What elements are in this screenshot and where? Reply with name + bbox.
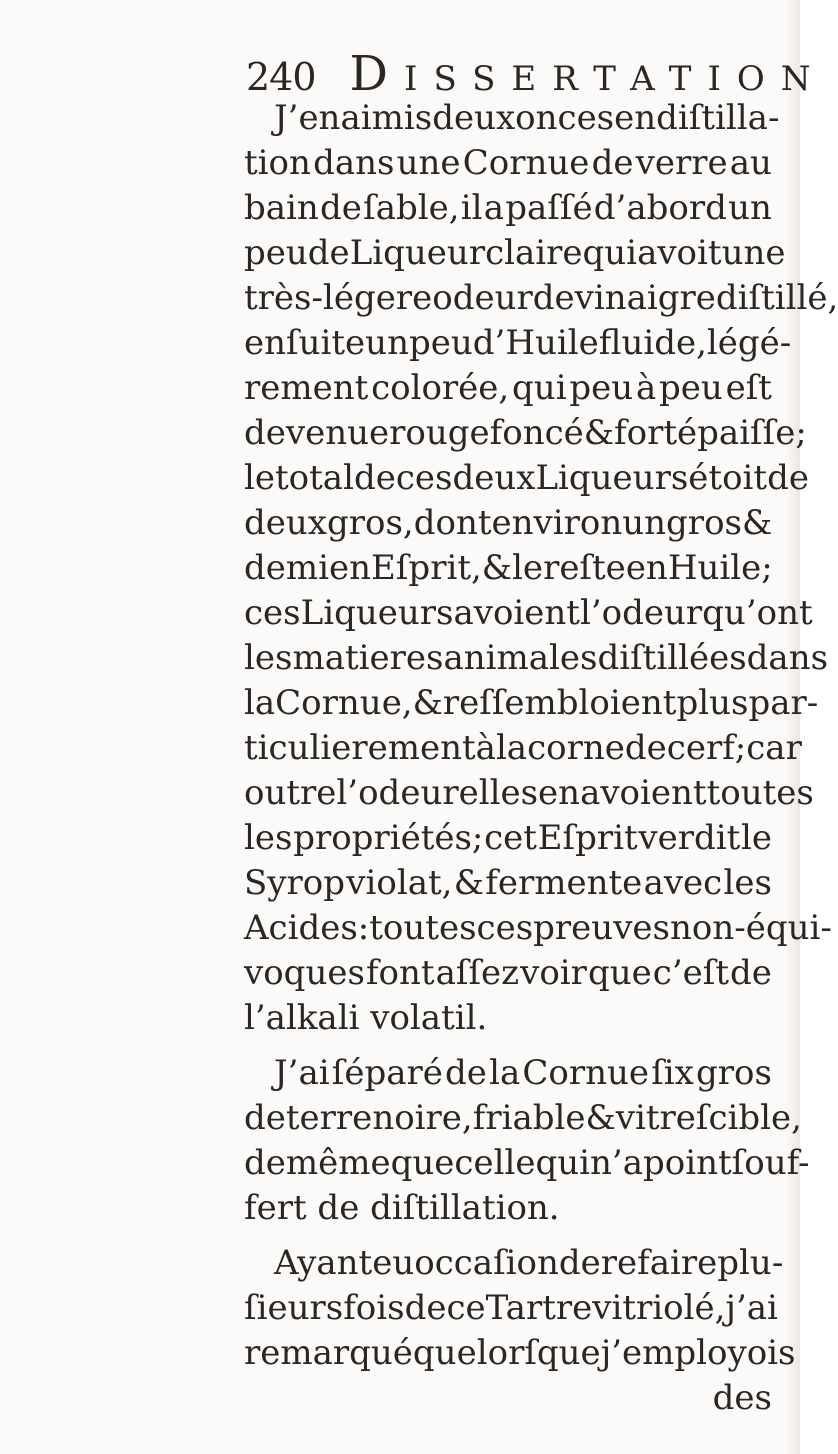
text-line xyxy=(244,591,813,636)
word: deux xyxy=(432,98,516,138)
word: un xyxy=(365,323,409,363)
line-text: l’alkali volatil. xyxy=(244,998,488,1038)
word: verre xyxy=(635,143,728,183)
running-title: Dissertation xyxy=(349,46,827,102)
word: avoient xyxy=(453,593,580,633)
word: peu xyxy=(569,368,634,408)
word: l’odeur xyxy=(579,593,703,633)
line-text: fert de diſtillation. xyxy=(244,1188,560,1228)
word: avoit xyxy=(637,233,722,273)
word: gros, xyxy=(326,503,414,543)
word: que xyxy=(412,1333,477,1373)
word: à xyxy=(635,368,657,408)
word: voques xyxy=(244,953,365,993)
word: peu xyxy=(244,233,308,273)
word: Eſprit, xyxy=(371,548,482,588)
word: Huile; xyxy=(667,548,773,588)
word: par- xyxy=(748,683,819,723)
word: & xyxy=(583,413,615,453)
word: celle xyxy=(454,1143,536,1183)
word: non-équi- xyxy=(669,908,832,948)
word: tion xyxy=(244,143,311,183)
word: vinaigre xyxy=(574,278,716,318)
word: même xyxy=(285,1143,391,1183)
text-line xyxy=(244,1241,784,1286)
word: fort xyxy=(614,413,678,453)
word: vitreſcible, xyxy=(615,1098,802,1138)
word: Liqueurs xyxy=(300,593,454,633)
text-line xyxy=(244,186,772,231)
text-line xyxy=(244,141,772,186)
word: fluide, xyxy=(598,323,707,363)
word: total xyxy=(275,458,354,498)
word: violat, xyxy=(346,863,453,903)
word: de xyxy=(320,188,362,228)
word: ce xyxy=(446,1288,486,1328)
word: aſſez xyxy=(435,953,520,993)
word: ſable, xyxy=(363,188,460,228)
text-line xyxy=(244,1141,810,1186)
word: ticulierement xyxy=(244,728,476,768)
word: ces xyxy=(244,593,301,633)
word: deux xyxy=(244,503,327,543)
word: de xyxy=(730,953,772,993)
word: il xyxy=(460,188,483,228)
word: qui xyxy=(582,233,638,273)
word: Tartre xyxy=(485,1288,593,1328)
word: que xyxy=(587,953,652,993)
word: plu- xyxy=(717,1243,784,1283)
word: car xyxy=(746,728,802,768)
word: ſouf- xyxy=(731,1143,810,1183)
word: claire xyxy=(485,233,583,273)
word: plus xyxy=(676,683,749,723)
word: les xyxy=(244,638,293,678)
word: le xyxy=(512,548,544,588)
text-line xyxy=(244,231,786,276)
word: propriétés; xyxy=(293,818,484,858)
word: dont xyxy=(413,503,492,543)
word: la xyxy=(244,683,276,723)
word: verdit xyxy=(638,818,741,858)
word: eu xyxy=(372,1243,415,1283)
word: une xyxy=(721,233,786,273)
word: dans xyxy=(313,143,395,183)
word: colorée, xyxy=(371,368,510,408)
word: eſt xyxy=(725,368,772,408)
word: avec xyxy=(643,863,723,903)
word: en xyxy=(538,773,581,813)
word: remarqué xyxy=(244,1333,413,1373)
text-line xyxy=(244,546,772,591)
word: rement xyxy=(244,368,369,408)
word: animales xyxy=(443,638,598,678)
word: la xyxy=(495,728,528,768)
word: J’en xyxy=(274,98,341,138)
word: enſuite xyxy=(244,323,366,363)
word: qui xyxy=(535,1143,591,1183)
text-line xyxy=(244,906,832,951)
body-text xyxy=(244,96,838,1421)
word: la xyxy=(489,1053,521,1093)
word: d’Huile xyxy=(472,323,599,363)
text-line xyxy=(244,816,772,861)
page-number: 240 xyxy=(246,55,316,99)
text-line xyxy=(244,1286,778,1331)
word: toutes xyxy=(369,908,477,948)
word: en xyxy=(625,548,668,588)
word: les xyxy=(244,818,293,858)
word: de xyxy=(558,1243,601,1283)
line-text: des xyxy=(712,1378,772,1418)
text-line xyxy=(244,996,772,1041)
word: de xyxy=(624,728,667,768)
word: l’odeur xyxy=(336,773,459,813)
word: avoient xyxy=(580,773,707,813)
word: qui xyxy=(512,368,567,408)
word: c’eſt xyxy=(652,953,730,993)
word: lorſque xyxy=(476,1333,601,1373)
text-line xyxy=(244,726,802,771)
word: terre xyxy=(285,1098,373,1138)
word: ces xyxy=(395,458,453,498)
word: Ayant xyxy=(274,1243,373,1283)
word: j’employois xyxy=(600,1333,796,1373)
text-line xyxy=(244,1096,802,1141)
word: Syrop xyxy=(244,863,345,903)
word: peu xyxy=(408,323,473,363)
catchword xyxy=(244,1376,772,1421)
text-line xyxy=(244,636,829,681)
text-line xyxy=(244,681,819,726)
text-line xyxy=(244,366,772,411)
word: outre xyxy=(244,773,337,813)
word: qu’ont xyxy=(702,593,813,633)
word: & xyxy=(453,863,484,903)
word: mis xyxy=(371,98,433,138)
word: reſte xyxy=(543,548,626,588)
word: légé- xyxy=(706,323,792,363)
word: ſix xyxy=(651,1053,694,1093)
word: de xyxy=(244,1098,286,1138)
word: a xyxy=(483,188,505,228)
word: un xyxy=(728,188,772,228)
word: de xyxy=(404,1288,447,1328)
word: de xyxy=(307,233,350,273)
word: Eſprit xyxy=(537,818,638,858)
word: devenue xyxy=(244,413,390,453)
word: de xyxy=(445,1053,487,1093)
word: en xyxy=(329,548,372,588)
word: odeur xyxy=(432,278,533,318)
text-line xyxy=(244,771,814,816)
word: foncé xyxy=(489,413,584,453)
text-line xyxy=(244,951,772,996)
word: le xyxy=(244,458,275,498)
word: diſtilla- xyxy=(656,98,780,138)
word: de xyxy=(591,143,634,183)
word: noire, xyxy=(372,1098,473,1138)
word: vitriolé, xyxy=(592,1288,726,1328)
word: environ xyxy=(491,503,623,543)
word: paſſé xyxy=(505,188,593,228)
text-line xyxy=(244,1186,772,1231)
word: J’ai xyxy=(274,1053,330,1093)
word: que xyxy=(390,1143,455,1183)
word: deux xyxy=(452,458,536,498)
word: reſſembloient xyxy=(442,683,677,723)
word: demi xyxy=(244,548,329,588)
word: épaiſſe; xyxy=(677,413,807,453)
word: cerf; xyxy=(666,728,747,768)
word: d’abord xyxy=(593,188,727,228)
text-line xyxy=(244,1331,796,1376)
word: rouge xyxy=(389,413,490,453)
word: corne xyxy=(527,728,625,768)
word: friable xyxy=(472,1098,586,1138)
word: font xyxy=(365,953,435,993)
word: voir xyxy=(520,953,587,993)
text-line xyxy=(244,96,780,141)
word: dans xyxy=(746,638,829,678)
word: & xyxy=(481,548,513,588)
text-line xyxy=(244,501,772,546)
word: très-légere xyxy=(244,278,433,318)
word: ai xyxy=(340,98,372,138)
word: Cornue xyxy=(462,143,590,183)
word: onces xyxy=(515,98,615,138)
word: j’ai xyxy=(725,1288,778,1328)
text-line xyxy=(244,411,807,456)
word: point xyxy=(643,1143,732,1183)
text-line xyxy=(244,321,792,366)
word: un xyxy=(622,503,667,543)
word: ſéparé xyxy=(331,1053,443,1093)
word: Acides: xyxy=(244,908,370,948)
word: diſtillées xyxy=(597,638,747,678)
word: de xyxy=(244,1143,286,1183)
word: cet xyxy=(484,818,537,858)
text-line xyxy=(244,276,838,321)
word: elles xyxy=(458,773,539,813)
text-line xyxy=(244,1051,772,1096)
word: Liqueurs xyxy=(535,458,689,498)
word: gros xyxy=(696,1053,772,1093)
text-line xyxy=(244,456,809,501)
word: fois xyxy=(343,1288,405,1328)
word: ſieurs xyxy=(244,1288,344,1328)
word: toutes xyxy=(706,773,814,813)
word: au xyxy=(729,143,772,183)
word: diſtillé, xyxy=(715,278,838,318)
word: étoit xyxy=(688,458,768,498)
word: & xyxy=(585,1098,616,1138)
word: les xyxy=(723,863,772,903)
word: le xyxy=(741,818,772,858)
word: & xyxy=(412,683,443,723)
word: & xyxy=(741,503,773,543)
word: preuves xyxy=(533,908,670,948)
word: n’a xyxy=(590,1143,643,1183)
text-line xyxy=(244,861,772,906)
word: Liqueur xyxy=(349,233,486,273)
word: de xyxy=(353,458,396,498)
word: matieres xyxy=(292,638,444,678)
word: gros xyxy=(666,503,742,543)
word: bain xyxy=(244,188,319,228)
word: ces xyxy=(476,908,534,948)
word: en xyxy=(614,98,657,138)
word: occaſion xyxy=(414,1243,559,1283)
word: refaire xyxy=(600,1243,718,1283)
word: Cornue xyxy=(522,1053,650,1093)
word: fermente xyxy=(485,863,643,903)
word: de xyxy=(532,278,575,318)
word: Cornue, xyxy=(275,683,413,723)
word: une xyxy=(396,143,461,183)
word: peu xyxy=(659,368,723,408)
word: de xyxy=(767,458,809,498)
word: à xyxy=(475,728,496,768)
